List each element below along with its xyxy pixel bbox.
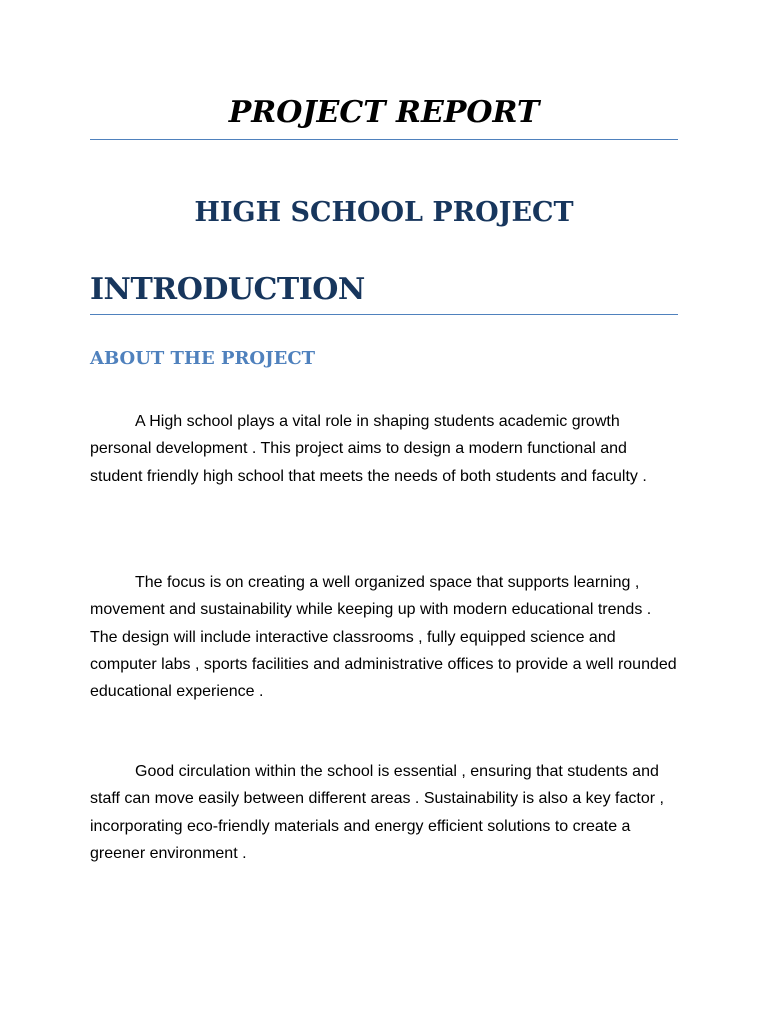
body-paragraph-1: A High school plays a vital role in shaping students academic growth personal development . This project aims to design a modern functional and student friendly high school that meets the needs of both students and faculty . — [90, 413, 647, 485]
document-title: PROJECT REPORT — [228, 95, 540, 130]
body-paragraph-2: The focus is on creating a well organized space that supports learning , movement and sustainability while keeping up with modern educational trends . The design will include interactive classrooms , fully equipped science and computer labs , sports facilities and administrative offices to provide a well rounded educational experience . — [90, 574, 677, 701]
subsection-heading-about: ABOUT THE PROJECT — [90, 348, 316, 369]
document-subtitle: HIGH SCHOOL PROJECT — [194, 197, 574, 228]
body-paragraph-3: Good circulation within the school is essential , ensuring that students and staff can move easily between different areas . Sustainability is also a key factor , incorporating eco-friendly materials and energy efficient solutions to create a greener environment . — [90, 763, 664, 862]
section-heading-underline — [90, 314, 678, 315]
section-heading-introduction: INTRODUCTION — [90, 272, 365, 307]
title-underline — [90, 139, 678, 140]
